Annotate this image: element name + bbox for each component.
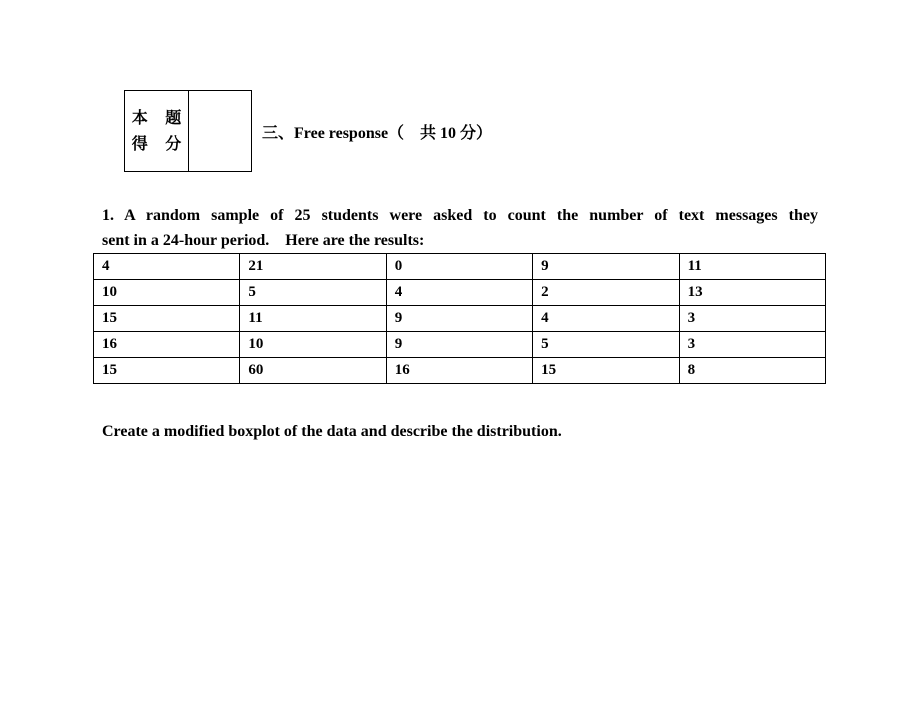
table-cell: 4 [533, 306, 679, 332]
section-title: 三、Free response（ 共 10 分） [262, 125, 493, 142]
table-cell: 16 [386, 358, 532, 384]
table-cell: 15 [94, 358, 240, 384]
table-cell: 5 [533, 332, 679, 358]
score-box-label [125, 91, 189, 171]
table-cell: 13 [679, 280, 825, 306]
table-row [94, 254, 826, 280]
table-cell: 9 [386, 332, 532, 358]
table-cell: 3 [679, 306, 825, 332]
score-box-value [189, 91, 251, 171]
question-text [102, 203, 818, 253]
score-box [124, 90, 252, 172]
table-cell: 4 [94, 254, 240, 280]
table-cell: 10 [94, 280, 240, 306]
table-cell: 11 [240, 306, 386, 332]
table-cell: 2 [533, 280, 679, 306]
table-cell: 3 [679, 332, 825, 358]
table-row [94, 280, 826, 306]
table-cell: 5 [240, 280, 386, 306]
table-row [94, 332, 826, 358]
table-cell: 60 [240, 358, 386, 384]
question-line-2: sent in a 24-hour period. Here are the results: [102, 232, 425, 249]
table-cell: 21 [240, 254, 386, 280]
table-cell: 9 [386, 306, 532, 332]
table-cell: 0 [386, 254, 532, 280]
instruction-text: Create a modified boxplot of the data and describe the distribution. [102, 423, 562, 440]
question-line-1: 1. A random sample of 25 students were asked to count the number of text messages they [102, 207, 818, 224]
data-table [93, 253, 826, 384]
table-cell: 10 [240, 332, 386, 358]
table-cell: 4 [386, 280, 532, 306]
score-box-label-line2: 得 分 [131, 134, 188, 153]
table-cell: 11 [679, 254, 825, 280]
table-cell: 8 [679, 358, 825, 384]
table-row [94, 306, 826, 332]
table-row [94, 358, 826, 384]
table-cell: 15 [533, 358, 679, 384]
score-box-label-line1: 本 题 [131, 108, 188, 127]
table-cell: 9 [533, 254, 679, 280]
table-cell: 15 [94, 306, 240, 332]
table-cell: 16 [94, 332, 240, 358]
